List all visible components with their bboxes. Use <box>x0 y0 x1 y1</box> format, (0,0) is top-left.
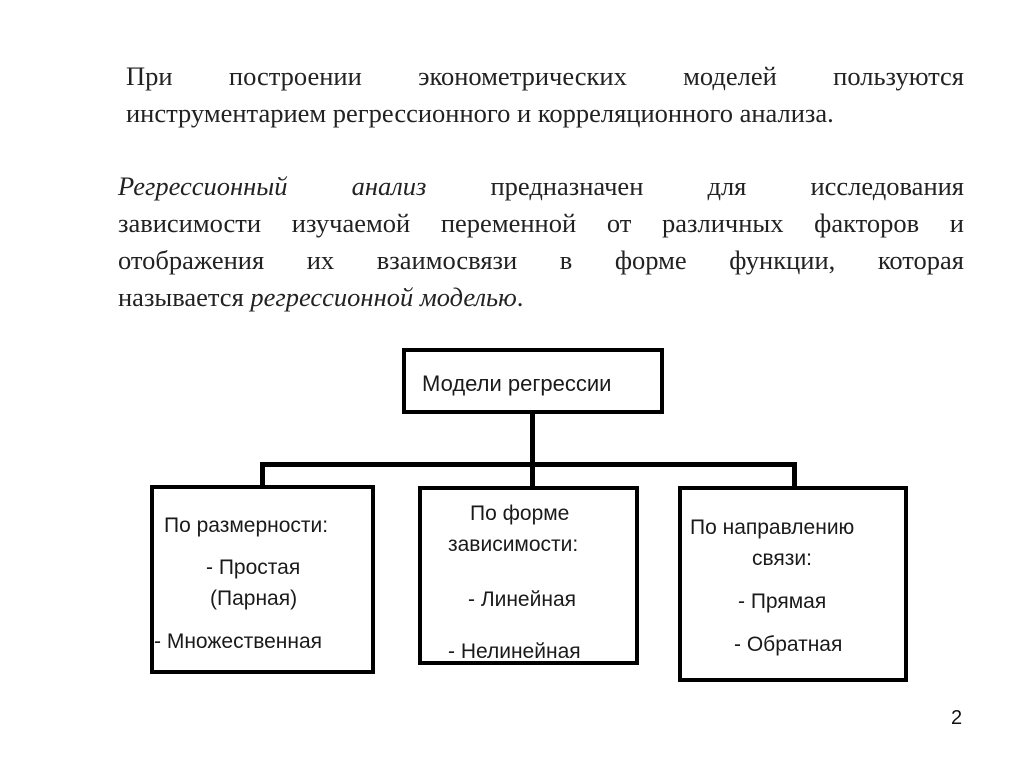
regression-line-3: отображения их взаимосвязи в форме функции, которая <box>118 245 964 275</box>
intro-paragraph <box>76 58 964 132</box>
regression-model-term: регрессионной моделью <box>250 282 517 312</box>
regression-models-box <box>402 348 664 414</box>
inverse-item: - Обратная <box>734 633 843 656</box>
intro-line-2: инструментарием регрессионного и корреляционного анализа. <box>126 98 834 128</box>
by-direction-title-2: связи: <box>752 547 812 570</box>
by-direction-box <box>678 486 908 682</box>
regression-line-1-rest: предназначен для исследования <box>426 171 965 201</box>
regression-line-2: зависимости изучаемой переменной от различных факторов и <box>118 208 964 238</box>
regression-line-4-start: называется <box>118 282 251 312</box>
linear-item: - Линейная <box>468 588 576 611</box>
by-form-title-2: зависимости: <box>448 533 579 556</box>
regression-paragraph <box>76 168 964 316</box>
regression-line-4-end: . <box>516 282 524 312</box>
connector-left <box>260 462 265 487</box>
intro-line-1: При построении эконометрических моделей пользуются <box>126 61 964 91</box>
nonlinear-item: - Нелинейная <box>448 640 581 663</box>
by-form-box <box>418 486 639 665</box>
by-dimension-box <box>150 485 375 674</box>
connector-horizontal <box>260 462 797 467</box>
by-dimension-title: По размерности: <box>164 514 329 537</box>
paired-item: (Парная) <box>210 587 298 610</box>
simple-item: - Простая <box>206 556 301 579</box>
direct-item: - Прямая <box>738 590 827 613</box>
multiple-item: - Множественная <box>154 630 323 653</box>
connector-right <box>792 462 797 488</box>
regression-line-1 <box>76 168 964 205</box>
by-form-title-1: По форме <box>470 502 570 525</box>
regression-models-label: Модели регрессии <box>422 371 612 396</box>
by-direction-title-1: По направлению <box>690 516 855 539</box>
regression-line-4 <box>76 279 964 316</box>
regression-analysis-term: Регрессионный анализ <box>118 171 427 201</box>
page-number: 2 <box>951 707 963 729</box>
connector-middle <box>530 462 535 488</box>
connector-root-stem <box>530 414 535 466</box>
